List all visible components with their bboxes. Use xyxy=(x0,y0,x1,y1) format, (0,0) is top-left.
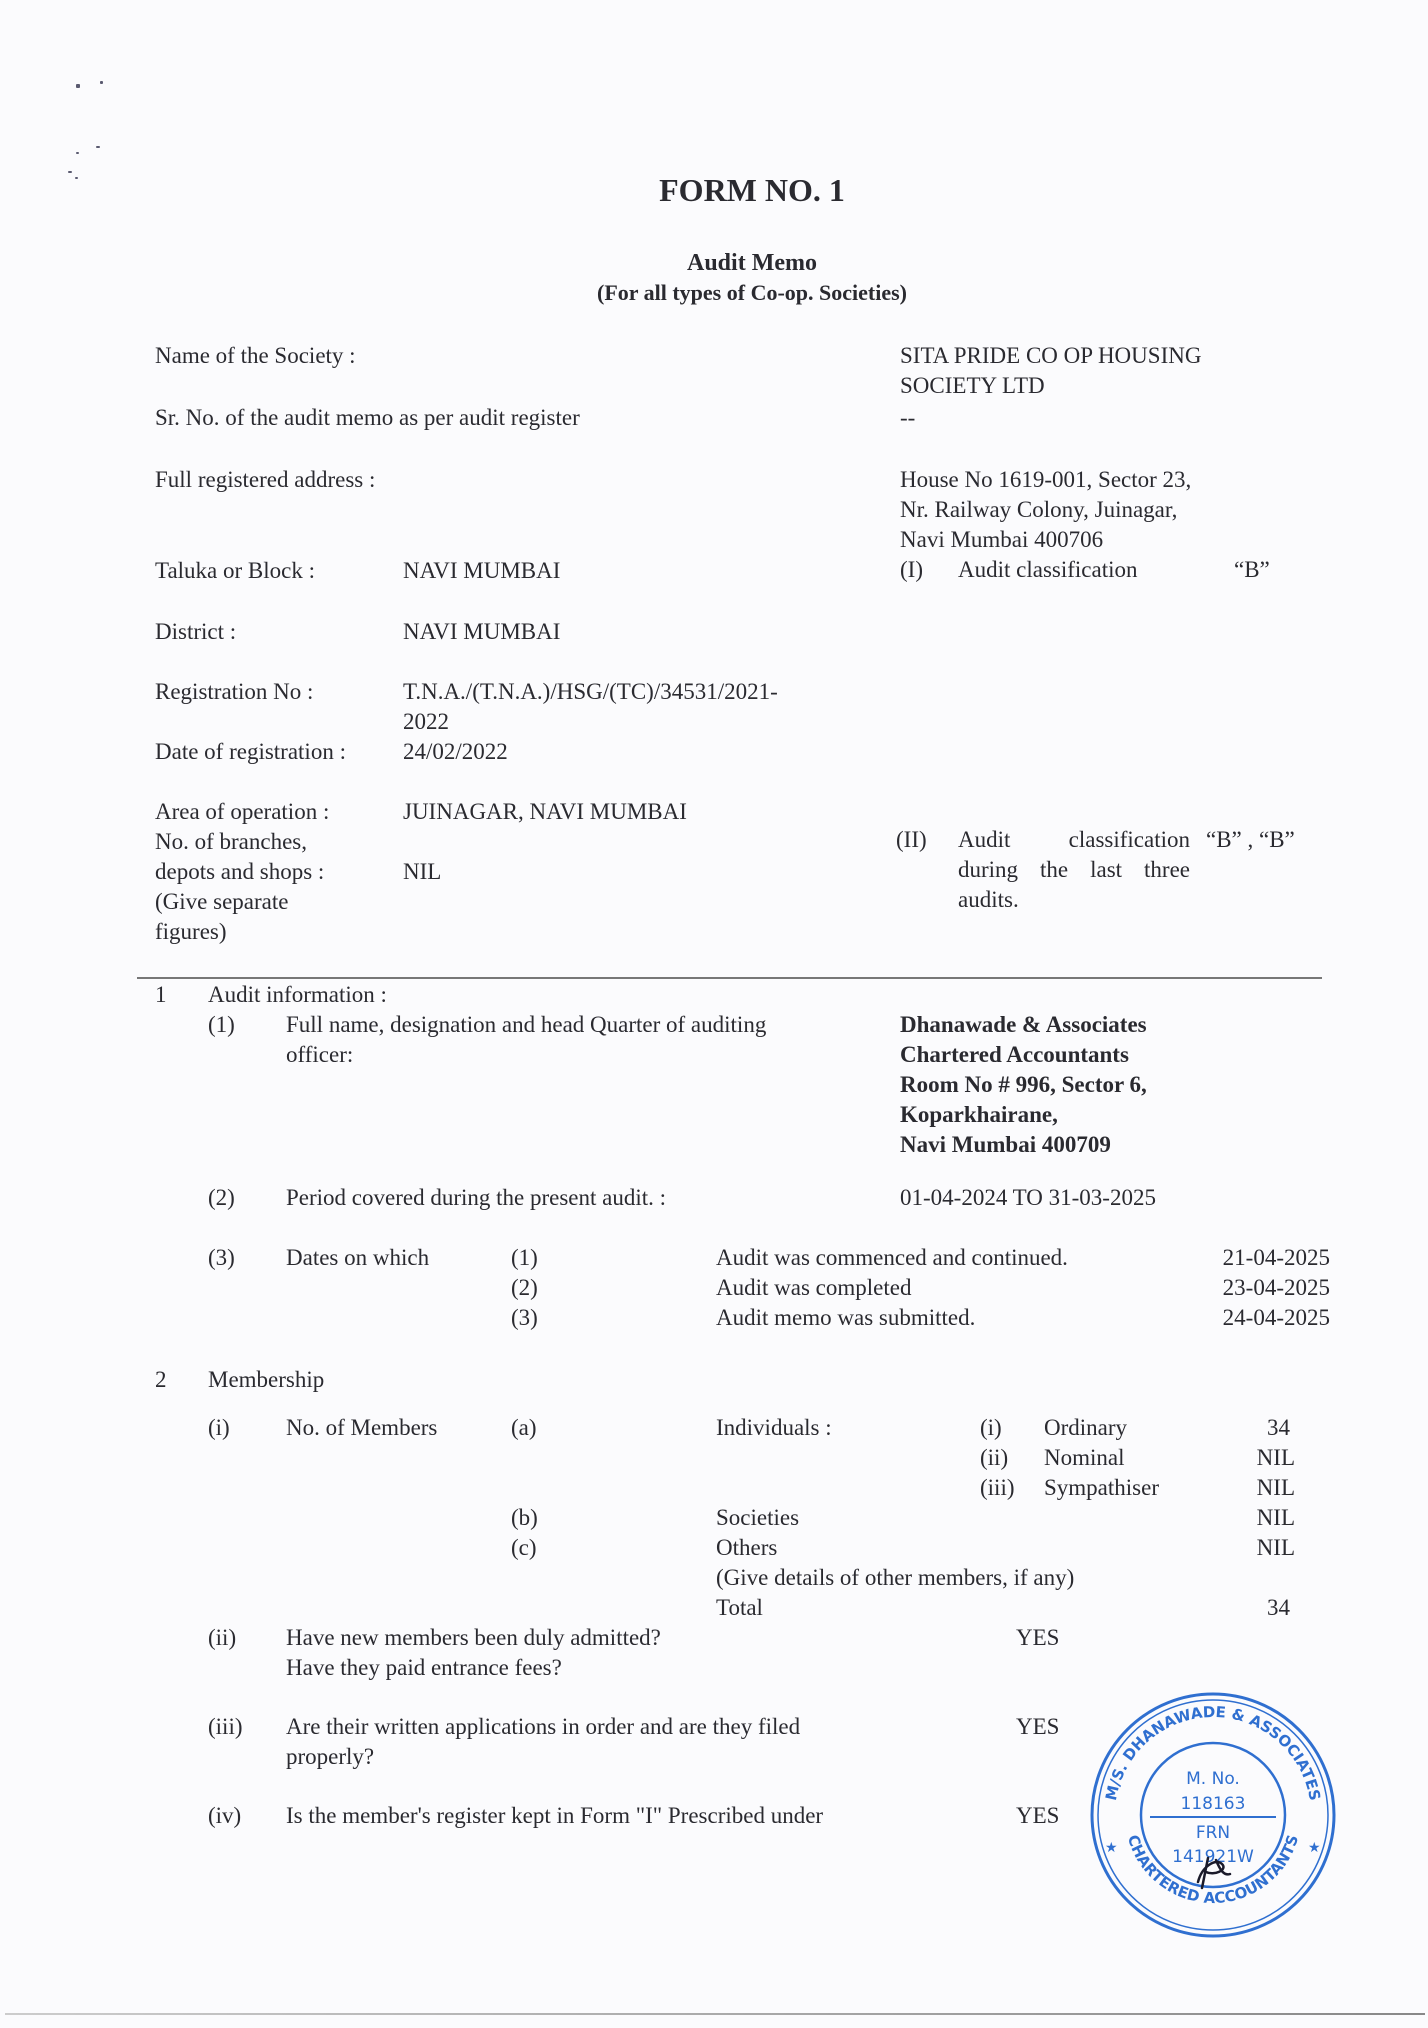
question-text-line: Have they paid entrance fees? xyxy=(286,1655,562,1680)
section-1-heading: Audit information : xyxy=(208,982,387,1007)
individual-type-value: NIL xyxy=(1256,1475,1295,1500)
society-name-line2: SOCIETY LTD xyxy=(900,373,1045,398)
auditor-line: Dhanawade & Associates xyxy=(900,1012,1147,1037)
district-value: NAVI MUMBAI xyxy=(403,619,561,644)
individuals-label: Individuals : xyxy=(716,1415,832,1440)
registration-no-value-line2: 2022 xyxy=(403,709,449,734)
classification-current-num: (I) xyxy=(900,557,923,582)
societies-letter: (b) xyxy=(511,1505,538,1530)
others-note: (Give details of other members, if any) xyxy=(716,1565,1075,1590)
seal-ring-text-top: M/S. DHANAWADE & ASSOCIATES xyxy=(1102,1702,1324,1803)
taluka-label: Taluka or Block : xyxy=(155,558,315,583)
question-answer: YES xyxy=(1016,1625,1060,1650)
others-letter: (c) xyxy=(511,1535,537,1560)
date-row-number: (3) xyxy=(511,1305,538,1330)
individual-type-number: (iii) xyxy=(980,1475,1015,1500)
question-number: (ii) xyxy=(208,1625,237,1650)
individual-type-label: Sympathiser xyxy=(1044,1475,1159,1500)
auditor-line: Koparkhairane, xyxy=(900,1102,1058,1127)
section-2-number: 2 xyxy=(155,1367,167,1392)
classification-last-label-line3: audits. xyxy=(958,887,1019,912)
societies-value: NIL xyxy=(1256,1505,1295,1530)
seal-ring-text-bottom: CHARTERED ACCOUNTANTS xyxy=(1123,1832,1303,1908)
period-covered-label: Period covered during the present audit. : xyxy=(286,1185,667,1210)
period-covered-value: 01-04-2024 TO 31-03-2025 xyxy=(900,1185,1156,1210)
branches-label-line: No. of branches, xyxy=(155,829,308,854)
individual-type-value: NIL xyxy=(1256,1445,1295,1470)
individual-type-label: Nominal xyxy=(1044,1445,1125,1470)
scan-speck xyxy=(76,152,79,154)
individual-type-number: (i) xyxy=(980,1415,1002,1440)
classification-last-value: “B” , “B” xyxy=(1206,827,1295,852)
taluka-value: NAVI MUMBAI xyxy=(403,558,561,583)
auditor-line: Navi Mumbai 400709 xyxy=(900,1132,1111,1157)
auditor-line: Chartered Accountants xyxy=(900,1042,1129,1067)
classification-last-label-line2 xyxy=(958,855,1190,885)
question-text-line: properly? xyxy=(286,1744,375,1769)
area-of-operation-label: Area of operation : xyxy=(155,799,330,824)
registration-no-value-line1: T.N.A./(T.N.A.)/HSG/(TC)/34531/2021- xyxy=(403,679,778,704)
label-word: last xyxy=(1090,857,1123,882)
date-row-value: 24-04-2025 xyxy=(1222,1305,1330,1330)
individuals-letter: (a) xyxy=(511,1415,537,1440)
section-1-number: 1 xyxy=(155,982,167,1007)
total-value: 34 xyxy=(1267,1595,1290,1620)
star-icon: ★ xyxy=(1105,1840,1118,1856)
page-bottom-edge xyxy=(5,2013,1425,2015)
date-row-value: 21-04-2025 xyxy=(1222,1245,1330,1270)
individual-type-value: 34 xyxy=(1267,1415,1290,1440)
date-row-label: Audit was commenced and continued. xyxy=(716,1245,1068,1270)
question-answer: YES xyxy=(1016,1803,1060,1828)
address-label: Full registered address : xyxy=(155,467,376,492)
district-label: District : xyxy=(155,619,237,644)
dates-on-which-label: Dates on which xyxy=(286,1245,430,1270)
section-2-heading: Membership xyxy=(208,1367,325,1392)
branches-label-line: figures) xyxy=(155,919,227,944)
registration-date-value: 24/02/2022 xyxy=(403,739,508,764)
question-answer: YES xyxy=(1016,1714,1060,1739)
auditor-line: Room No # 996, Sector 6, xyxy=(900,1072,1147,1097)
item-2-number: (2) xyxy=(208,1185,235,1210)
registration-date-label: Date of registration : xyxy=(155,739,346,764)
auditor-seal-stamp xyxy=(1088,1690,1338,1940)
total-label: Total xyxy=(716,1595,763,1620)
others-value: NIL xyxy=(1256,1535,1295,1560)
seal-m-no-value: 118163 xyxy=(1180,1794,1246,1814)
society-name-label: Name of the Society : xyxy=(155,343,356,368)
classification-last-label-line1 xyxy=(958,825,1190,855)
item-1-number: (1) xyxy=(208,1012,235,1037)
form-number-title: FORM NO. 1 xyxy=(659,172,845,208)
sr-no-label: Sr. No. of the audit memo as per audit register xyxy=(155,405,580,430)
label-word: during xyxy=(958,857,1019,882)
question-number: (iv) xyxy=(208,1803,242,1828)
classification-current-value: “B” xyxy=(1234,557,1270,582)
address-line: Nr. Railway Colony, Juinagar, xyxy=(900,497,1178,522)
classification-current-label: Audit classification xyxy=(958,557,1138,582)
sr-no-value: -- xyxy=(900,405,916,430)
item-3-number: (3) xyxy=(208,1245,235,1270)
scan-speck xyxy=(76,84,80,88)
society-name-line1: SITA PRIDE CO OP HOUSING xyxy=(900,343,1202,368)
members-item-number: (i) xyxy=(208,1415,230,1440)
branches-label-line: (Give separate xyxy=(155,889,289,914)
individual-type-number: (ii) xyxy=(980,1445,1009,1470)
seal-m-no-label: M. No. xyxy=(1186,1769,1240,1789)
date-row-value: 23-04-2025 xyxy=(1222,1275,1330,1300)
document-title: Audit Memo xyxy=(687,250,817,276)
question-text-line: Have new members been duly admitted? xyxy=(286,1625,661,1650)
scan-speck xyxy=(68,171,72,173)
scan-speck xyxy=(96,146,100,148)
classification-last-num: (II) xyxy=(896,827,927,852)
seal-frn-value: 141921W xyxy=(1172,1847,1254,1867)
question-text-line: Are their written applications in order and are they filed xyxy=(286,1714,801,1739)
item-1-label-line1: Full name, designation and head Quarter of auditing xyxy=(286,1012,767,1037)
registration-no-label: Registration No : xyxy=(155,679,314,704)
date-row-number: (2) xyxy=(511,1275,538,1300)
label-word: the xyxy=(1040,857,1069,882)
item-1-label-line2: officer: xyxy=(286,1042,354,1067)
date-row-label: Audit memo was submitted. xyxy=(716,1305,976,1330)
scan-speck xyxy=(100,81,103,84)
question-number: (iii) xyxy=(208,1714,243,1739)
area-of-operation-value: JUINAGAR, NAVI MUMBAI xyxy=(403,799,687,824)
address-line: Navi Mumbai 400706 xyxy=(900,527,1104,552)
label-word: Audit xyxy=(958,827,1011,852)
document-subtitle: (For all types of Co-op. Societies) xyxy=(597,280,907,305)
date-row-number: (1) xyxy=(511,1245,538,1270)
question-text-line: Is the member's register kept in Form "I" Prescribed under xyxy=(286,1803,824,1828)
star-icon: ★ xyxy=(1308,1840,1321,1856)
address-line: House No 1619-001, Sector 23, xyxy=(900,467,1192,492)
societies-label: Societies xyxy=(716,1505,800,1530)
seal-frn-label: FRN xyxy=(1195,1823,1231,1843)
seal-graphic xyxy=(1088,1690,1338,1940)
others-label: Others xyxy=(716,1535,778,1560)
no-of-members-label: No. of Members xyxy=(286,1415,438,1440)
branches-value: NIL xyxy=(403,859,442,884)
individual-type-label: Ordinary xyxy=(1044,1415,1128,1440)
date-row-label: Audit was completed xyxy=(716,1275,912,1300)
label-word: three xyxy=(1144,857,1190,882)
section-divider xyxy=(137,977,1322,979)
label-word: classification xyxy=(1068,827,1190,852)
branches-label-line: depots and shops : xyxy=(155,859,325,884)
svg-text:CHARTERED ACCOUNTANTS xyxy=(1124,1833,1302,1908)
